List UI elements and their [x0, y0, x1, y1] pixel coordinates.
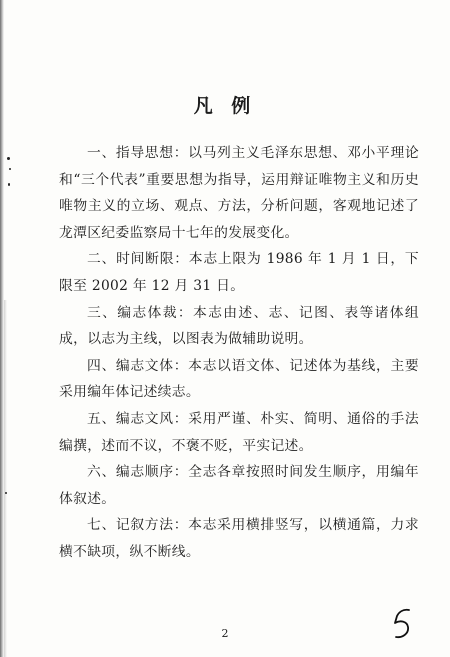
scan-speck	[7, 157, 10, 160]
paragraph-compilation-order: 六、编志顺序：全志各章按照时间发生顺序，用编年体叙述。	[59, 464, 419, 507]
body-text	[59, 140, 419, 566]
scan-speck	[8, 183, 10, 186]
paragraph-writing-style: 四、编志文体：本志以语文体、记述体为基线，主要采用编年体记述续志。	[59, 357, 419, 401]
paragraph-time-span: 二、时间断限：本志上限为 1986 年 1 月 1 日，下限至 2002 年 12 月 31 日。	[59, 251, 419, 294]
page-title: 凡 例	[193, 95, 257, 117]
scan-speck	[5, 492, 7, 494]
handwritten-page-mark	[385, 604, 425, 644]
scan-speck	[9, 168, 11, 170]
scan-edge-shadow	[4, 300, 7, 657]
paragraph-guiding-ideology: 一、指导思想：以马列主义毛泽东思想、邓小平理论和“三个代表”重要思想为指导，运用辩证唯物主义和历史唯物主义的立场、观点、方法，分析问题，客观地记述了龙潭区纪委监察局十七年的发展变化。	[59, 145, 419, 241]
paragraph-compilation-genre: 三、编志体裁：本志由述、志、记图、表等诸体组成，以志为主线，以图表为做辅助说明。	[59, 304, 419, 348]
paragraph-narration-method: 七、记叙方法：本志采用横排竖写，以横通篇，力求横不缺项，纵不断线。	[59, 517, 419, 560]
page-number: 2	[221, 627, 229, 640]
paragraph-compilation-manner: 五、编志文风：采用严谨、朴实、简明、通俗的手法编撰，述而不议，不褒不贬，平实记述。	[59, 410, 419, 454]
